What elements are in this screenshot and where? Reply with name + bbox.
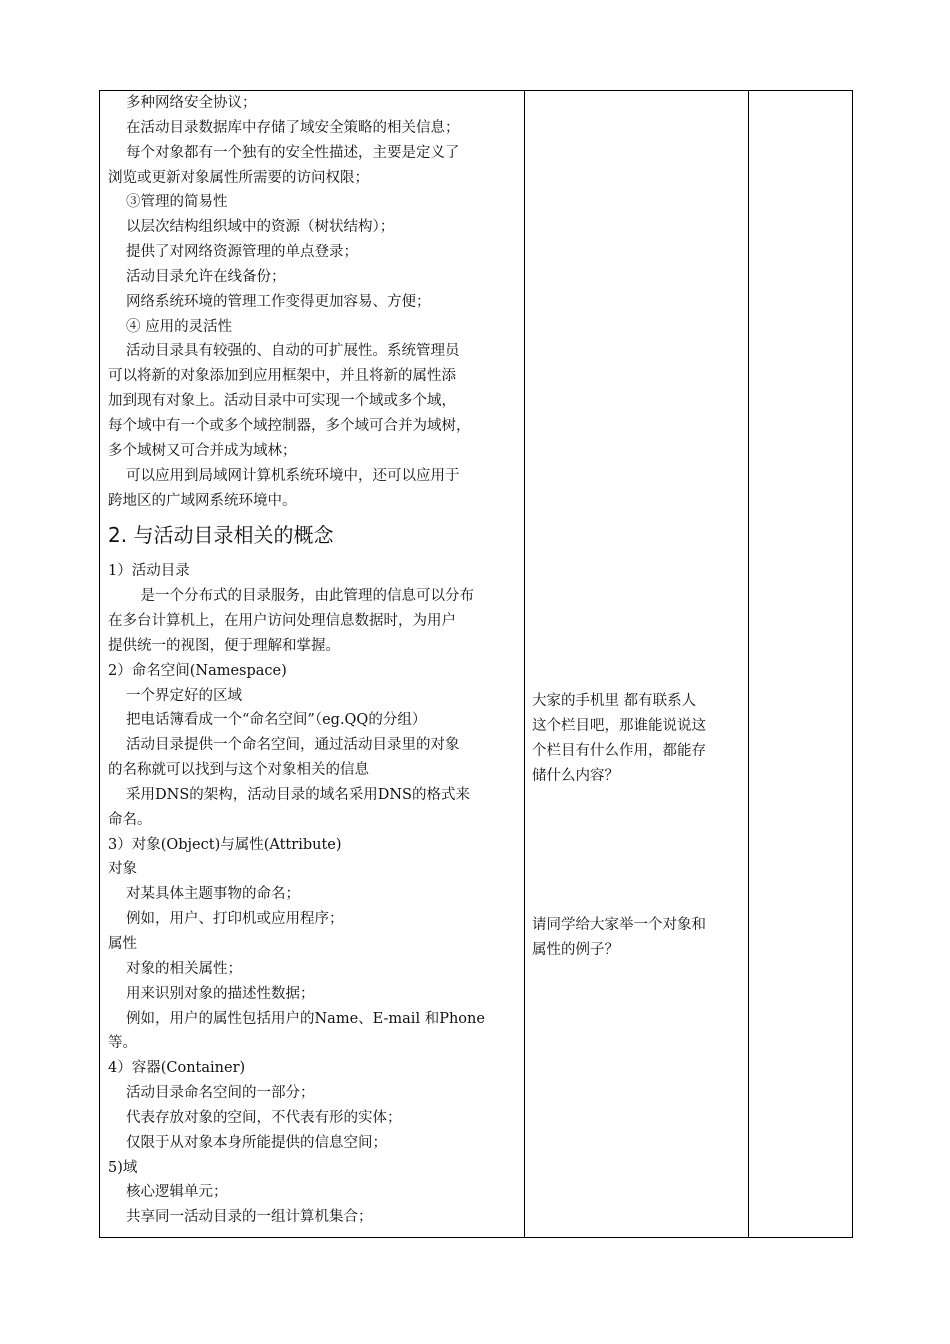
text-line: 5)域 [108,1159,138,1176]
text-line: 加到现有对象上。活动目录中可实现一个域或多个域， [108,393,456,410]
text-line: ③管理的简易性 [126,194,228,211]
note-line: 属性的例子？ [532,941,619,958]
text-line: 对某具体主题事物的命名； [126,886,300,903]
text-line: 提供统一的视图，便于理解和掌握。 [108,637,340,654]
text-line: 对象的相关属性； [126,960,242,977]
text-line: 浏览或更新对象属性所需要的访问权限； [108,169,369,186]
note-line: 大家的手机里 都有联系人 [532,693,697,709]
text-line: 活动目录具有较强的、自动的可扩展性。系统管理员 [126,343,460,360]
text-line: 的名称就可以找到与这个对象相关的信息 [108,762,369,779]
text-line: 活动目录命名空间的一部分； [126,1085,315,1102]
text-line: 在多台计算机上，在用户访问处理信息数据时，为用户 [108,613,456,630]
note-line: 请同学给大家举一个对象和 [532,917,706,933]
content-table [99,90,853,1238]
text-line: 代表存放对象的空间，不代表有形的实体； [126,1109,402,1126]
column-divider-1 [524,91,525,1237]
teacher-note-object-example [532,913,738,963]
section-heading: 2. 与活动目录相关的概念 [108,523,334,548]
text-line: ④ 应用的灵活性 [126,318,233,335]
text-line: 可以将新的对象添加到应用框架中，并且将新的属性添 [108,368,456,385]
text-line: 每个对象都有一个独有的安全性描述，主要是定义了 [126,144,460,161]
text-line: 仅限于从对象本身所能提供的信息空间； [126,1134,387,1151]
text-line: 多种网络安全协议； [126,95,257,111]
text-line: 跨地区的广域网系统环境中。 [108,492,297,509]
text-line: 4）容器(Container) [108,1060,246,1077]
text-line: 网络系统环境的管理工作变得更加容易、方便； [126,293,431,310]
text-line: 每个域中有一个或多个域控制器，多个域可合并为域树， [108,417,471,434]
text-line: 2）命名空间(Namespace) [108,662,287,679]
note-line: 个栏目有什么作用，都能存 [532,742,706,759]
text-line: 核心逻辑单元； [126,1184,228,1201]
text-line: 对象 [108,861,137,878]
text-line: 等。 [108,1035,137,1052]
text-block-a [108,91,516,513]
text-line: 采用DNS的架构，活动目录的域名采用DNS的格式来 [126,786,470,803]
note-line: 储什么内容？ [532,767,619,784]
text-line: 共享同一活动目录的一组计算机集合； [126,1209,373,1226]
text-line: 是一个分布式的目录服务，由此管理的信息可以分布 [126,588,474,605]
text-line: 例如，用户的属性包括用户的Name、E-mail 和Phone [126,1010,485,1027]
text-line: 3）对象(Object)与属性(Attribute) [108,836,342,853]
text-line: 一个界定好的区域 [126,687,242,704]
text-line: 活动目录提供一个命名空间，通过活动目录里的对象 [126,737,460,754]
text-line: 例如，用户、打印机或应用程序； [126,911,344,928]
text-line: 提供了对网络资源管理的单点登录； [126,244,358,261]
text-line: 1）活动目录 [108,563,190,580]
text-line: 属性 [108,936,137,952]
text-line: 用来识别对象的描述性数据； [126,985,315,1002]
teacher-note-contacts [532,689,738,788]
note-line: 这个栏目吧，那谁能说说这 [532,717,706,734]
text-line: 可以应用到局域网计算机系统环境中，还可以应用于 [126,467,460,484]
text-line: 命名。 [108,811,152,828]
text-block-b [108,559,516,1230]
text-line: 在活动目录数据库中存储了域安全策略的相关信息； [126,119,460,136]
content-column [108,91,516,1230]
text-line: 多个域树又可合并成为域林； [108,442,297,459]
column-divider-2 [748,91,749,1237]
text-line: 以层次结构组织域中的资源（树状结构）； [126,219,395,236]
text-line: 把电话簿看成一个“命名空间”（eg.QQ的分组） [126,712,427,729]
text-line: 活动目录允许在线备份； [126,268,286,285]
